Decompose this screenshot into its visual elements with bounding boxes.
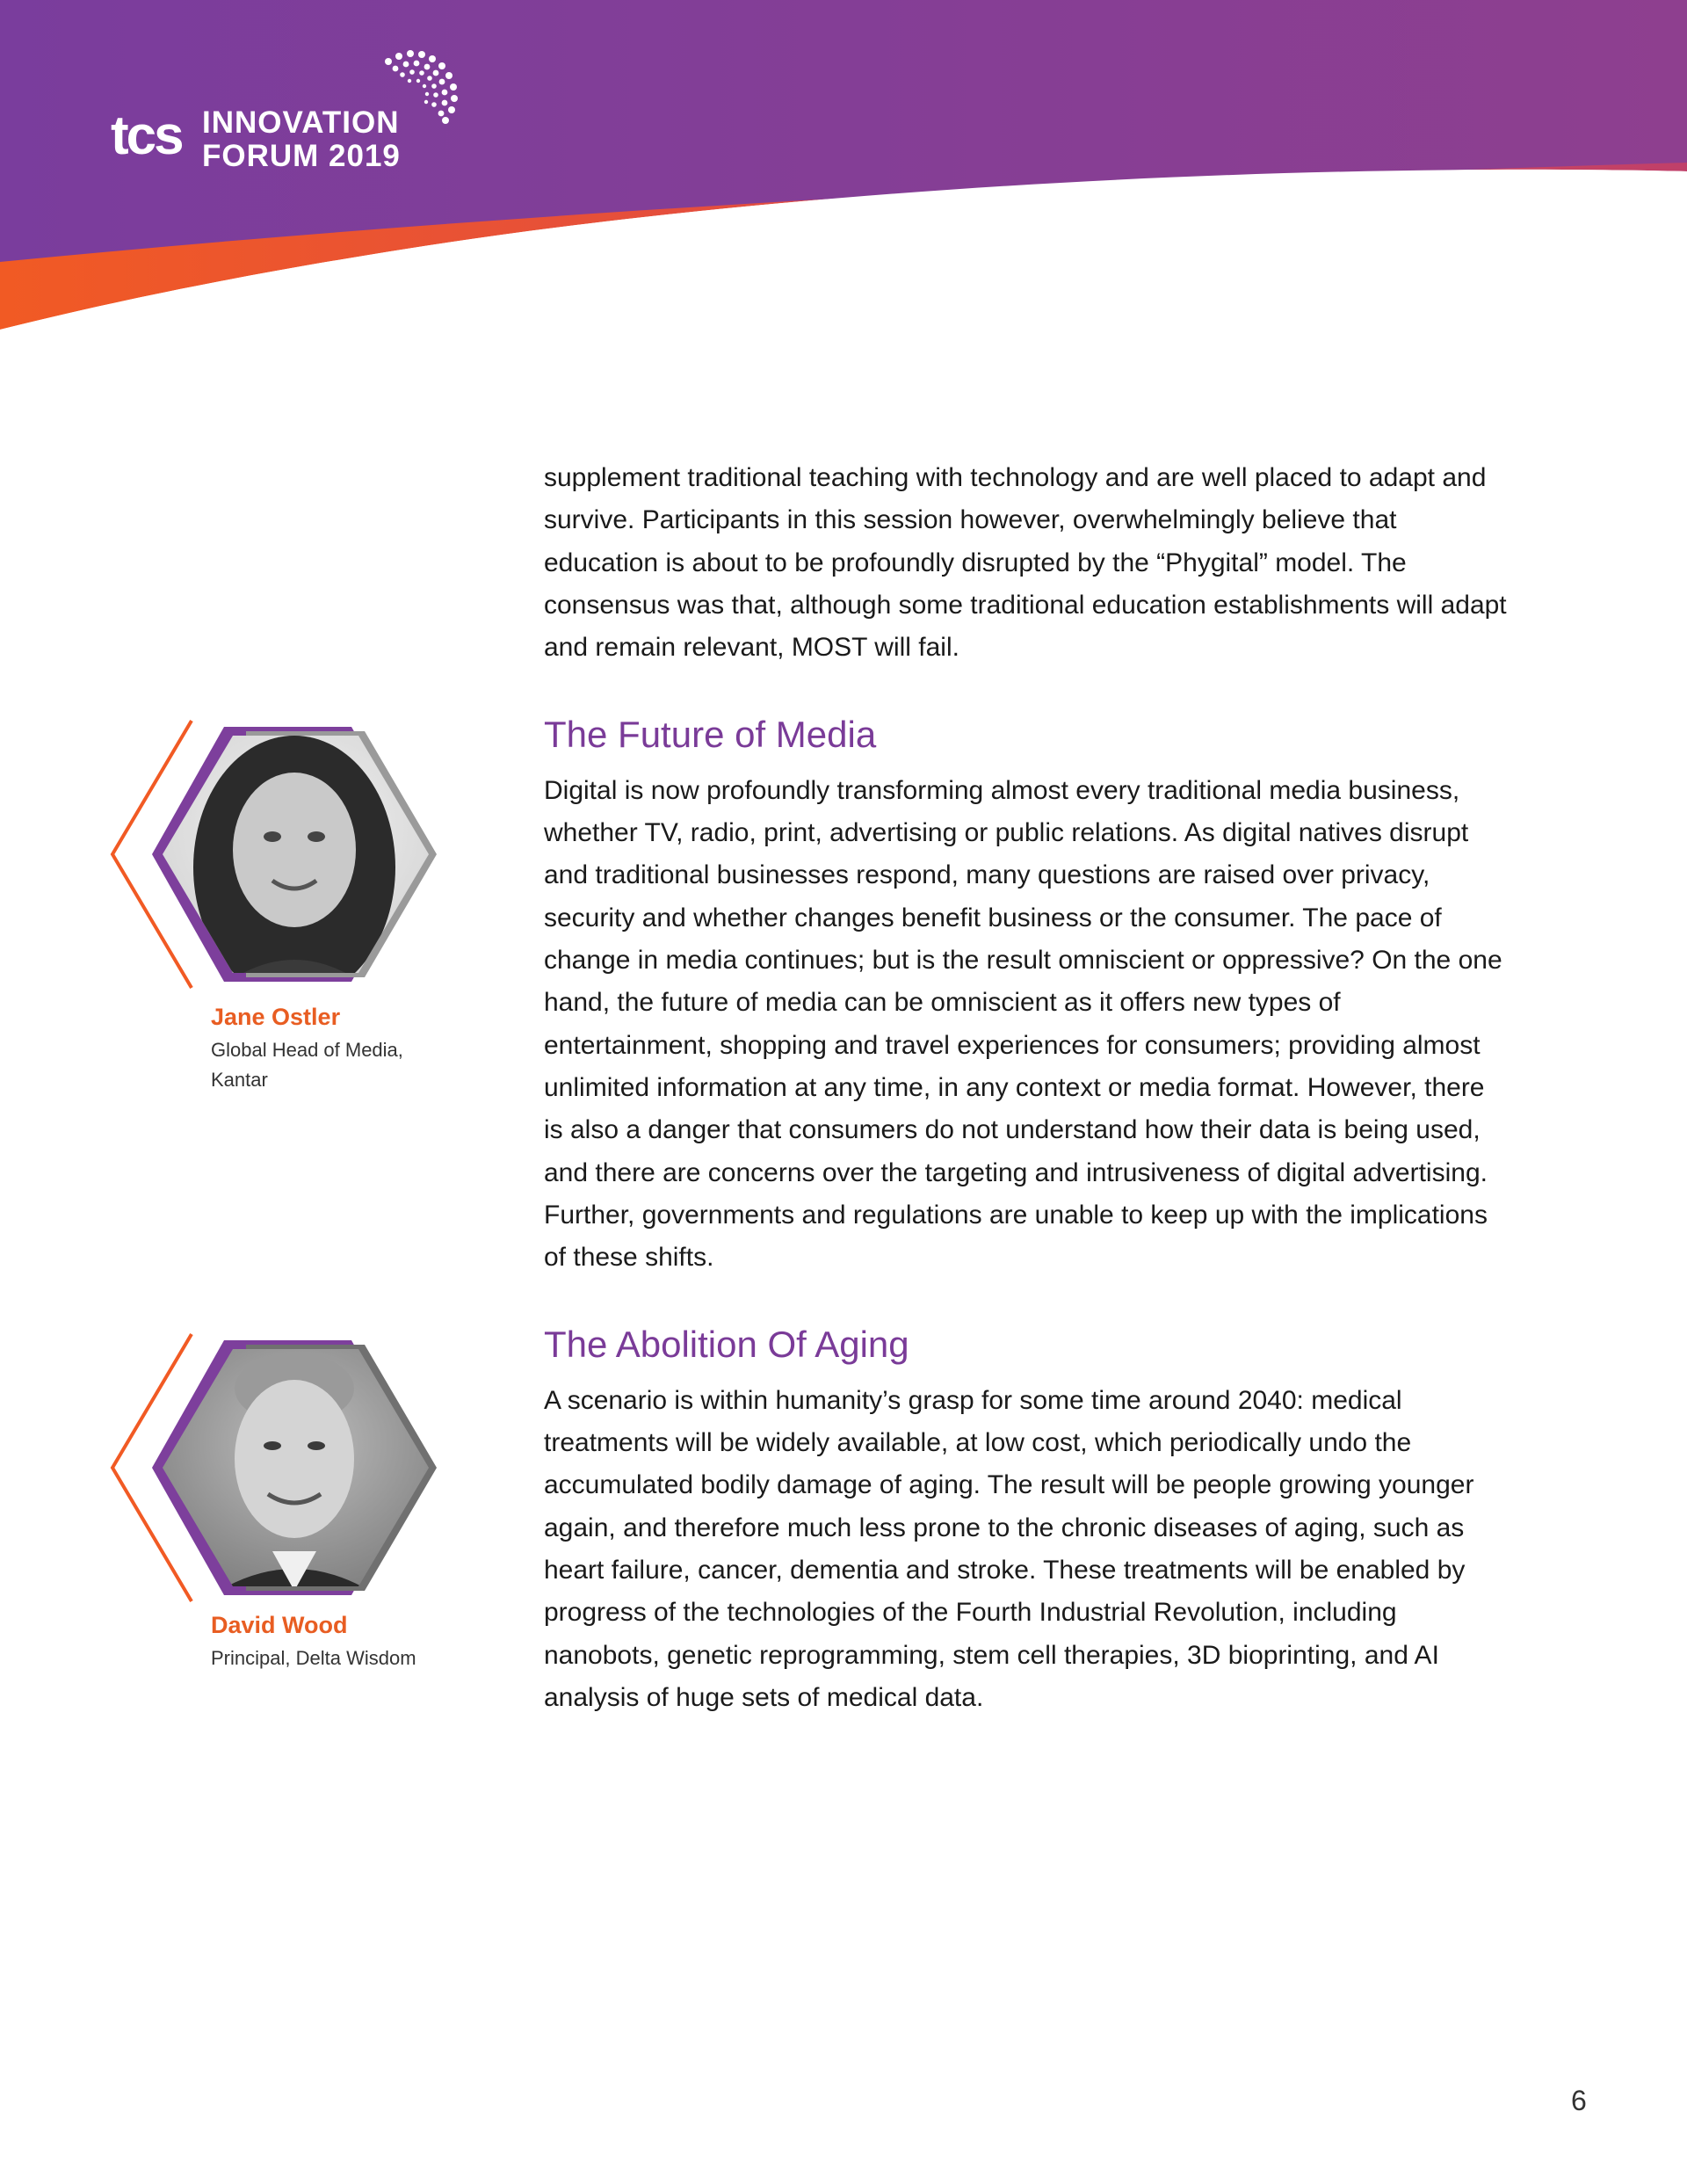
header-band (0, 0, 1687, 387)
section-body-future-of-media: Digital is now profoundly transforming almost every traditional media business, whether TV, radio, print, advertising or public relations. As digital natives disrupt and traditional businesses respond, many questions are raised over privacy, security and whether changes benefit business or the consumer. The pace of change in media continues; but is the result omniscient or oppressive? On the one hand, the future of media can be omniscient as it offers new types of entertainment, shopping and travel experiences for consumers; providing almost unlimited information at any time, in any context or media format. However, there is also a danger that consumers do not understand how their data is being used, and there are concerns over the targeting and intrusiveness of digital advertising. Further, governments and regulations are unable to keep up with the implications of these shifts. (544, 775, 1502, 1273)
logo-title-line1: INNOVATION (202, 105, 400, 140)
speaker-name: David Wood (211, 1612, 348, 1638)
section-heading-future-of-media: The Future of Media (544, 714, 877, 756)
speaker-role-line1: Principal, Delta Wisdom (211, 1647, 416, 1669)
speaker-role-line2: Kantar (211, 1069, 268, 1091)
page-number: 6 (1571, 2085, 1587, 2116)
speaker-portrait-frame (105, 714, 439, 995)
speaker-portrait-frame (105, 1327, 439, 1608)
logo-tcs-wordmark: tcs (111, 105, 182, 166)
logo-title-line2: FORUM 2019 (202, 139, 401, 173)
speaker-name: Jane Ostler (211, 1004, 341, 1030)
speaker-role-line1: Global Head of Media, (211, 1039, 403, 1061)
main-content (544, 457, 1510, 1719)
intro-paragraph: supplement traditional teaching with technology and are well placed to adapt and survive. Participants in this session however, overwhelmingly believe that education is about to be profoundly disrupted by the “Phygital” model. The consensus was that, although some traditional education establishments will adapt and remain relevant, MOST will fail. (544, 463, 1507, 663)
event-logo (107, 44, 476, 176)
section-body-abolition-of-aging: A scenario is within humanity’s grasp for some time around 2040: medical treatments will be widely available, at low cost, which periodically undo the accumulated bodily damage of aging. The result will be people growing younger again, and therefore much less prone to the chronic diseases of aging, such as heart failure, cancer, dementia and stroke. These treatments will be enabled by progress of the technologies of the Fourth Industrial Revolution, including nanobots, genetic reprogramming, stem cell therapies, 3D bioprinting, and AI analysis of huge sets of medical data. (544, 1385, 1474, 1712)
speaker-card-jane-ostler (105, 714, 439, 1092)
section-heading-abolition-of-aging: The Abolition Of Aging (544, 1324, 909, 1366)
logo-dots-icon (371, 44, 476, 149)
speaker-card-david-wood (105, 1327, 439, 1679)
